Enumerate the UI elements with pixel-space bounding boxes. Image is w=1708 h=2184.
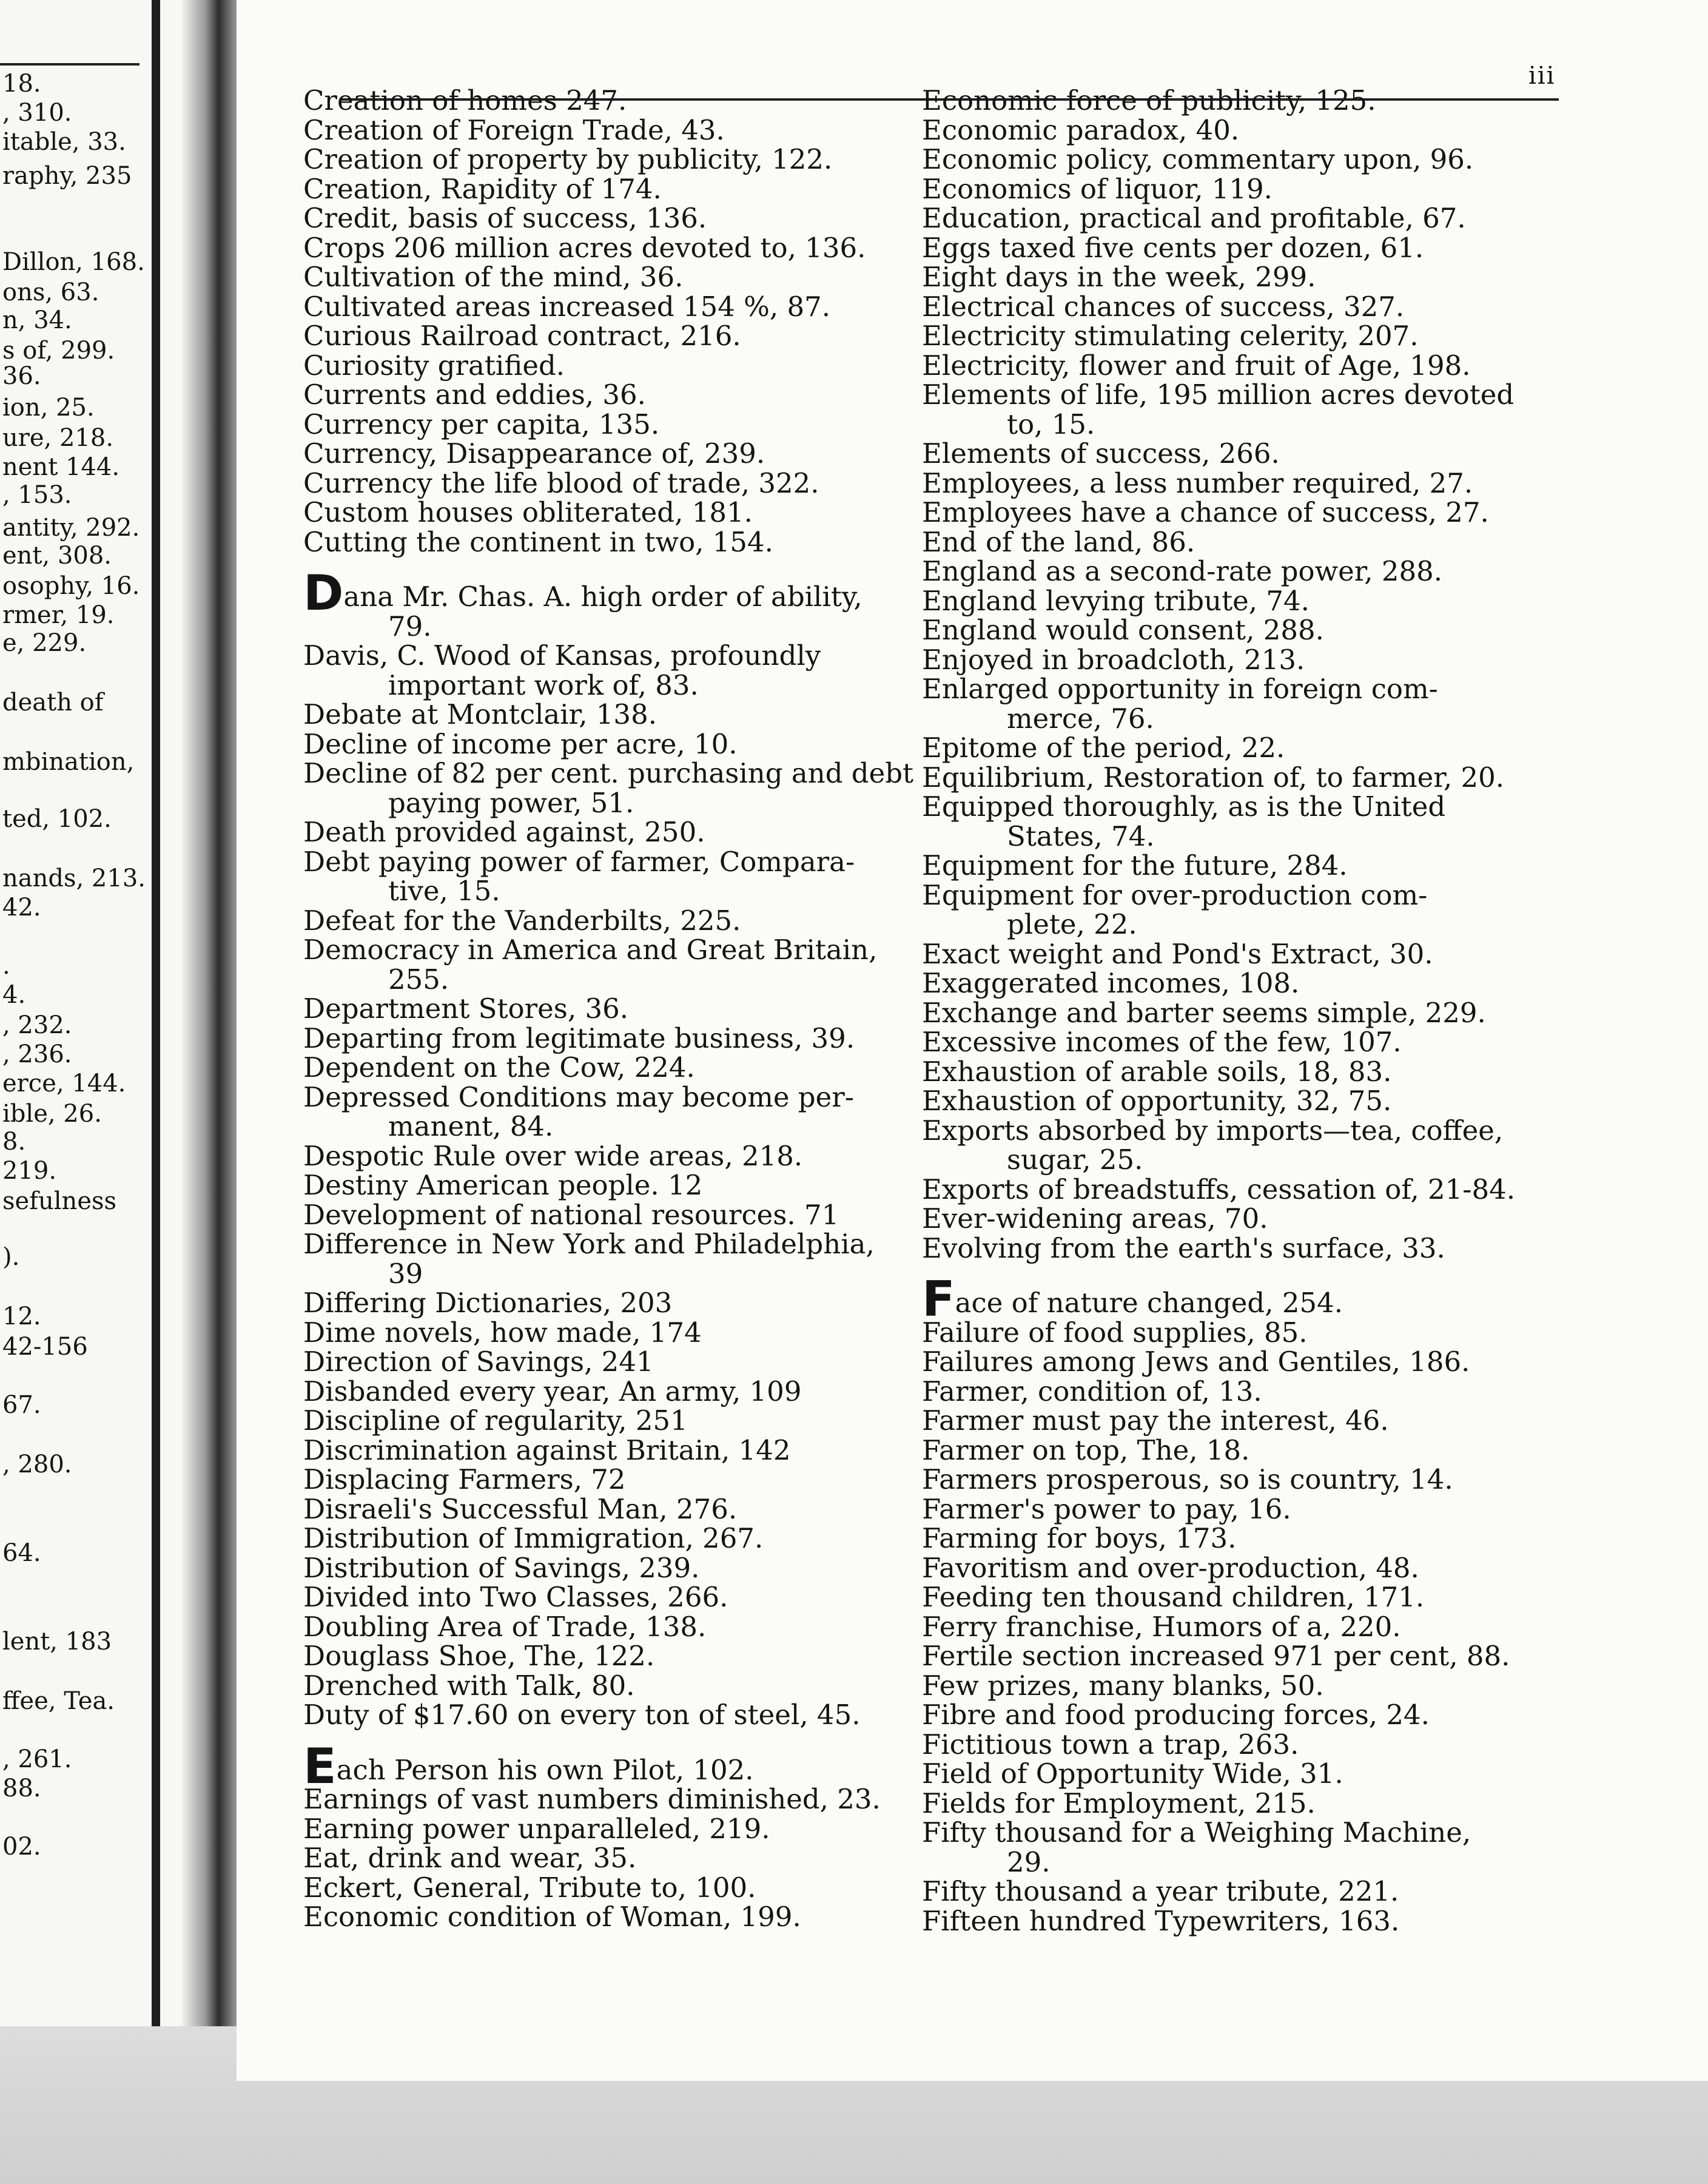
index-entry-text: Destiny American people. 12 — [303, 1169, 703, 1201]
index-entry — [922, 1465, 1547, 1495]
index-entry — [303, 1230, 916, 1289]
index-entry-text: England would consent, 288. — [922, 614, 1324, 646]
index-entry — [922, 351, 1547, 381]
index-entry — [922, 1271, 1547, 1327]
index-entry — [922, 1642, 1547, 1671]
left-fragment-line: 36. — [2, 362, 41, 390]
left-fragment-line: 42. — [2, 894, 41, 922]
left-fragment-line: ure, 218. — [2, 424, 114, 452]
index-entry-text: Democracy in America and Great Britain, — [303, 934, 878, 966]
index-entry — [922, 1551, 1547, 1584]
index-entry — [303, 935, 916, 994]
left-fragment-line: lent, 183 — [2, 1628, 112, 1656]
index-entry-text: Development of national resources. 71 — [303, 1198, 839, 1231]
left-fragment-line: s of, 299. — [2, 337, 115, 365]
index-entry — [922, 498, 1547, 528]
letter-section-gap — [303, 557, 916, 581]
index-entry-text: Cultivated areas increased 154 %, 87. — [303, 290, 831, 323]
index-entry-text: Economics of liquor, 119. — [922, 172, 1273, 205]
index-column-right — [922, 86, 1547, 1936]
index-entry — [303, 1436, 916, 1466]
index-entry — [922, 1318, 1547, 1348]
index-entry-text: Electrical chances of success, 327. — [922, 290, 1405, 323]
index-entry-text: Favoritism and over-production, 48. — [922, 1551, 1419, 1584]
index-entry-text: Departing from legitimate business, 39. — [303, 1022, 855, 1054]
index-entry — [303, 292, 916, 322]
page-number: iii — [1528, 62, 1556, 90]
index-entry-text: Dime novels, how made, 174 — [303, 1316, 702, 1349]
left-fragment-line: , 280. — [2, 1451, 72, 1478]
index-entry-text: Farmer, condition of, 13. — [922, 1375, 1262, 1407]
left-fragment-line: itable, 33. — [2, 128, 126, 156]
index-entry — [922, 1759, 1547, 1789]
index-entry — [303, 1671, 916, 1701]
left-fragment-line: raphy, 235 — [2, 162, 132, 190]
index-entry — [922, 204, 1547, 234]
index-entry — [303, 1524, 916, 1554]
letter-section-gap — [922, 1263, 1547, 1287]
left-fragment-line: 12. — [2, 1303, 41, 1330]
index-entry-text: Earning power unparalleled, 219. — [303, 1812, 770, 1845]
index-entry — [922, 231, 1547, 264]
index-entry — [922, 878, 1547, 940]
index-entry-text: Divided into Two Classes, 266. — [303, 1581, 728, 1613]
index-entry — [922, 292, 1547, 322]
index-entry — [922, 1904, 1547, 1937]
index-entry — [303, 204, 916, 234]
index-entry — [303, 1377, 916, 1407]
left-fragment-line: 02. — [2, 1833, 41, 1861]
index-entry-text: Fifty thousand for a Weighing Machine, — [922, 1816, 1471, 1849]
index-entry-text: Debate at Montclair, 138. — [303, 698, 657, 730]
index-entry — [303, 1610, 916, 1643]
gutter-edge — [152, 0, 160, 2026]
index-entry-continuation: merce, 76. — [1007, 702, 1154, 735]
left-fragment-line: 4. — [2, 981, 26, 1009]
index-entry — [922, 1700, 1547, 1730]
left-fragment-line: 67. — [2, 1391, 41, 1419]
index-entry — [303, 1171, 916, 1201]
index-entry — [303, 1700, 916, 1730]
index-entry — [922, 439, 1547, 469]
index-entry — [303, 1347, 916, 1377]
index-entry — [303, 231, 916, 264]
left-fragment-line: ted, 102. — [2, 805, 112, 833]
index-entry-continuation: tive, 15. — [388, 875, 500, 907]
index-entry — [303, 1139, 916, 1172]
left-fragment-line: nands, 213. — [2, 864, 146, 892]
index-entry — [303, 818, 916, 848]
index-entry — [303, 1406, 916, 1436]
left-fragment-line: e, 229. — [2, 629, 87, 657]
index-entry-text: Debt paying power of farmer, Compara- — [303, 845, 855, 878]
left-fragment-line: nent 144. — [2, 453, 120, 481]
left-fragment-line: rmer, 19. — [2, 601, 115, 629]
index-entry-text: Fifty thousand a year tribute, 221. — [922, 1875, 1399, 1907]
index-entry — [303, 1080, 916, 1142]
index-entry — [922, 525, 1547, 558]
index-entry-continuation: plete, 22. — [1007, 908, 1137, 940]
index-entry-text: Employees have a chance of success, 27. — [922, 496, 1489, 528]
index-entry — [303, 113, 916, 146]
index-entry — [922, 1818, 1547, 1877]
index-entry — [303, 1737, 916, 1795]
left-fragment-line: , 261. — [2, 1745, 72, 1773]
index-entry — [922, 1377, 1547, 1407]
index-entry-text: Exact weight and Pond's Extract, 30. — [922, 937, 1433, 970]
index-entry — [922, 584, 1547, 617]
index-entry-text: Creation of property by publicity, 122. — [303, 143, 833, 175]
index-entry — [303, 1551, 916, 1584]
index-entry — [303, 1583, 916, 1613]
index-entry — [922, 557, 1547, 587]
index-entry-text: Creation of Foreign Trade, 43. — [303, 113, 725, 146]
index-entry — [303, 845, 916, 907]
index-entry-text: Doubling Area of Trade, 138. — [303, 1610, 707, 1643]
index-entry — [922, 1583, 1547, 1613]
index-entry-text: Farmer on top, The, 18. — [922, 1434, 1250, 1466]
index-entry — [922, 1028, 1547, 1057]
index-entry — [303, 565, 916, 642]
index-entry-text: Differing Dictionaries, 203 — [303, 1287, 673, 1319]
index-entry — [922, 172, 1547, 205]
index-entry-text: Exaggerated incomes, 108. — [922, 967, 1300, 999]
left-fragment-line: ). — [2, 1243, 20, 1271]
index-entry-text: Farmers prosperous, so is country, 14. — [922, 1463, 1453, 1495]
index-entry — [922, 1610, 1547, 1643]
index-entry-text: Ever-widening areas, 70. — [922, 1202, 1268, 1235]
index-entry-text: Decline of 82 per cent. purchasing and debt — [303, 757, 914, 789]
index-entry-continuation: sugar, 25. — [1007, 1144, 1143, 1176]
index-entry-text: Death provided against, 250. — [303, 816, 705, 848]
index-entry-continuation: 39 — [388, 1257, 423, 1290]
index-entry — [922, 763, 1547, 793]
index-entry-text: Decline of income per acre, 10. — [303, 727, 738, 760]
index-entry-continuation: manent, 84. — [388, 1110, 554, 1142]
index-entry-text: Department Stores, 36. — [303, 993, 629, 1025]
index-entry — [303, 1492, 916, 1525]
index-entry — [303, 1198, 916, 1231]
letter-section-gap — [303, 1730, 916, 1754]
index-entry — [303, 1873, 916, 1903]
index-entry-text: England levying tribute, 74. — [922, 584, 1310, 617]
index-entry-text: Currents and eddies, 36. — [303, 379, 646, 411]
index-entry — [922, 1671, 1547, 1701]
left-fragment-line: ion, 25. — [2, 394, 95, 422]
index-entry — [303, 86, 916, 116]
index-entry — [922, 1057, 1547, 1087]
index-entry-text: Fifteen hundred Typewriters, 163. — [922, 1904, 1400, 1937]
left-fragment-line: , 153. — [2, 481, 72, 509]
index-entry-text: Currency the life blood of trade, 322. — [303, 467, 819, 499]
index-entry-text: Economic policy, commentary upon, 96. — [922, 143, 1474, 175]
index-column-left — [303, 86, 916, 1932]
index-entry-text: Creation, Rapidity of 174. — [303, 172, 662, 205]
index-entry-text: Exports of breadstuffs, cessation of, 21-84. — [922, 1173, 1516, 1205]
index-entry — [922, 1116, 1547, 1175]
index-entry — [922, 86, 1547, 116]
left-fragment-line: sefulness — [2, 1187, 117, 1215]
left-fragment-line: erce, 144. — [2, 1070, 126, 1097]
index-entry — [922, 1436, 1547, 1466]
index-entry-text: Custom houses obliterated, 181. — [303, 496, 753, 528]
left-fragment-line: 18. — [2, 70, 41, 98]
index-entry-text: Equipment for over-production com- — [922, 878, 1428, 911]
index-entry-text: Fertile section increased 971 per cent, 88. — [922, 1640, 1510, 1672]
index-entry-text: Economic condition of Woman, 199. — [303, 1901, 801, 1933]
index-entry — [922, 616, 1547, 645]
index-entry — [303, 1465, 916, 1495]
index-entry — [303, 380, 916, 410]
index-entry — [303, 1844, 916, 1873]
index-entry — [303, 172, 916, 205]
index-entry — [303, 906, 916, 936]
index-entry-text: Economic force of publicity, 125. — [922, 84, 1376, 116]
index-entry-text: Fibre and food producing forces, 24. — [922, 1699, 1430, 1731]
index-entry-text: Field of Opportunity Wide, 31. — [922, 1758, 1343, 1790]
index-entry-continuation: paying power, 51. — [388, 786, 634, 819]
index-entry-text: Eat, drink and wear, 35. — [303, 1842, 637, 1874]
index-entry — [303, 641, 916, 700]
left-fragment-line: ons, 63. — [2, 278, 99, 306]
index-entry — [922, 322, 1547, 351]
index-entry-text: Equilibrium, Restoration of, to farmer, 20. — [922, 761, 1505, 794]
index-entry-text: Drenched with Talk, 80. — [303, 1669, 635, 1702]
index-entry — [303, 1642, 916, 1671]
index-entry-text: Despotic Rule over wide areas, 218. — [303, 1139, 803, 1172]
index-entry-text: England as a second-rate power, 288. — [922, 555, 1443, 587]
index-entry — [922, 733, 1547, 763]
index-entry-text: Electricity, flower and fruit of Age, 198. — [922, 349, 1471, 382]
index-entry-text: Depressed Conditions may become per- — [303, 1080, 854, 1113]
index-entry — [303, 1903, 916, 1932]
index-entry-text: Elements of life, 195 million acres devoted — [922, 379, 1515, 411]
index-entry-text: Few prizes, many blanks, 50. — [922, 1669, 1324, 1702]
index-entry-continuation: to, 15. — [1007, 408, 1095, 440]
index-entry-text: Currency, Disappearance of, 239. — [303, 437, 765, 470]
index-entry — [922, 792, 1547, 851]
left-fragment-line: , 236. — [2, 1040, 72, 1068]
left-page-rule — [0, 63, 140, 66]
left-fragment-line: death of — [2, 689, 104, 716]
index-entry — [922, 645, 1547, 675]
index-entry-text: Creation of homes 247. — [303, 84, 627, 116]
index-entry — [922, 1877, 1547, 1907]
left-fragment-line: Dillon, 168. — [2, 248, 145, 276]
index-entry-text: Curious Railroad contract, 216. — [303, 320, 741, 352]
index-entry — [922, 1789, 1547, 1819]
index-entry-text: Davis, C. Wood of Kansas, profoundly — [303, 639, 821, 672]
index-entry — [303, 351, 916, 381]
index-entry-text: Elements of success, 266. — [922, 437, 1280, 470]
index-entry — [922, 937, 1547, 970]
index-entry-continuation: States, 74. — [1007, 820, 1155, 852]
index-entry — [303, 498, 916, 528]
index-entry — [922, 469, 1547, 499]
index-entry — [922, 996, 1547, 1029]
index-entry — [922, 1524, 1547, 1554]
index-entry-text: Fields for Employment, 215. — [922, 1787, 1316, 1819]
index-entry — [922, 1087, 1547, 1116]
index-entry — [303, 525, 916, 558]
index-entry-text: Earnings of vast numbers diminished, 23. — [303, 1783, 881, 1815]
index-entry-text: Credit, basis of success, 136. — [303, 202, 707, 234]
index-entry — [922, 113, 1547, 146]
index-entry-text: Displacing Farmers, 72 — [303, 1463, 626, 1495]
index-entry-text: ana Mr. Chas. A. high order of ability, — [343, 581, 862, 613]
index-entry-text: Eight days in the week, 299. — [922, 261, 1316, 293]
index-entry-text: Evolving from the earth's surface, 33. — [922, 1232, 1445, 1264]
index-entry-text: Curiosity gratified. — [303, 349, 565, 382]
index-entry-text: Cultivation of the mind, 36. — [303, 261, 684, 293]
index-entry-text: Cutting the continent in two, 154. — [303, 525, 773, 558]
index-entry-text: Enlarged opportunity in foreign com- — [922, 673, 1438, 705]
left-fragment-line: ible, 26. — [2, 1100, 102, 1128]
index-entry-text: Distribution of Savings, 239. — [303, 1551, 700, 1584]
index-entry-text: Duty of $17.60 on every ton of steel, 45. — [303, 1699, 861, 1731]
left-fragment-line: osophy, 16. — [2, 572, 140, 600]
index-entry — [922, 145, 1547, 175]
index-entry — [303, 410, 916, 440]
index-entry — [922, 1175, 1547, 1205]
index-entry-text: Direction of Savings, 241 — [303, 1346, 654, 1378]
index-entry-text: Distribution of Immigration, 267. — [303, 1522, 764, 1554]
index-entry — [303, 727, 916, 760]
index-entry — [303, 1053, 916, 1083]
index-entry-text: Disraeli's Successful Man, 276. — [303, 1492, 738, 1525]
index-entry-text: Difference in New York and Philadelphia, — [303, 1228, 875, 1260]
index-entry — [922, 263, 1547, 292]
index-entry — [303, 1289, 916, 1318]
index-entry-text: Equipped thoroughly, as is the United — [922, 790, 1446, 823]
index-entry-text: Exhaustion of arable soils, 18, 83. — [922, 1055, 1392, 1088]
left-fragment-line: antity, 292. — [2, 514, 140, 542]
left-fragment-line: 219. — [2, 1157, 57, 1185]
index-entry — [922, 1730, 1547, 1760]
section-initial: E — [303, 1737, 337, 1795]
index-entry-text: ace of nature changed, 254. — [955, 1287, 1343, 1319]
index-entry — [922, 1347, 1547, 1377]
index-entry — [922, 1204, 1547, 1234]
index-entry-continuation: 79. — [388, 610, 432, 642]
index-entry-text: Defeat for the Vanderbilts, 225. — [303, 904, 741, 937]
index-entry-continuation: important work of, 83. — [388, 669, 699, 701]
index-entry — [922, 1234, 1547, 1264]
index-entry-text: Excessive incomes of the few, 107. — [922, 1026, 1402, 1058]
index-entry — [303, 145, 916, 175]
left-fragment-line: ffee, Tea. — [2, 1687, 115, 1715]
index-entry — [303, 263, 916, 292]
index-entry-text: Discipline of regularity, 251 — [303, 1404, 688, 1437]
index-entry-text: Currency per capita, 135. — [303, 408, 660, 440]
index-entry-text: Discrimination against Britain, 142 — [303, 1434, 791, 1466]
section-initial: F — [922, 1271, 955, 1327]
index-entry-text: Farming for boys, 173. — [922, 1522, 1237, 1554]
index-entry-continuation: 29. — [1007, 1845, 1051, 1878]
index-entry-text: Economic paradox, 40. — [922, 113, 1240, 146]
index-entry — [303, 1024, 916, 1054]
left-fragment-line: 8. — [2, 1128, 26, 1156]
index-entry-text: End of the land, 86. — [922, 525, 1195, 558]
left-fragment-line: ent, 308. — [2, 542, 112, 570]
index-entry-text: Epitome of the period, 22. — [922, 732, 1285, 764]
left-fragment-line: 88. — [2, 1774, 41, 1802]
index-entry-text: ach Person his own Pilot, 102. — [336, 1753, 754, 1786]
left-fragment-line: 42-156 — [2, 1333, 88, 1361]
index-entry — [922, 1406, 1547, 1436]
index-entry-text: Farmer must pay the interest, 46. — [922, 1404, 1389, 1437]
index-entry-text: Electricity stimulating celerity, 207. — [922, 320, 1419, 352]
index-entry-text: Eckert, General, Tribute to, 100. — [303, 1871, 756, 1904]
index-entry — [303, 469, 916, 499]
index-entry-text: Ferry franchise, Humors of a, 220. — [922, 1610, 1401, 1643]
index-entry — [922, 380, 1547, 439]
index-entry — [922, 851, 1547, 881]
index-entry-text: Feeding ten thousand children, 171. — [922, 1581, 1425, 1613]
index-entry-text: Education, practical and profitable, 67. — [922, 202, 1466, 234]
index-entry — [922, 1492, 1547, 1525]
index-entry — [922, 969, 1547, 999]
index-entry — [303, 439, 916, 469]
index-entry-text: Dependent on the Cow, 224. — [303, 1051, 695, 1084]
index-entry — [303, 1812, 916, 1845]
left-fragment-line: . — [2, 952, 10, 980]
index-entry-text: Fictitious town a trap, 263. — [922, 1728, 1299, 1761]
index-entry — [303, 994, 916, 1024]
index-entry-text: Douglass Shoe, The, 122. — [303, 1640, 655, 1672]
index-entry-continuation: 255. — [388, 963, 449, 996]
index-entry — [303, 322, 916, 351]
section-initial: D — [303, 565, 344, 621]
index-entry-text: Farmer's power to pay, 16. — [922, 1492, 1291, 1525]
index-entry-text: Exchange and barter seems simple, 229. — [922, 996, 1486, 1029]
index-entry-text: Failures among Jews and Gentiles, 186. — [922, 1346, 1470, 1378]
left-fragment-line: 64. — [2, 1539, 41, 1567]
index-entry-text: Enjoyed in broadcloth, 213. — [922, 643, 1305, 676]
index-entry-text: Failure of food supplies, 85. — [922, 1316, 1308, 1349]
index-entry-text: Crops 206 million acres devoted to, 136. — [303, 231, 866, 264]
index-entry — [303, 1318, 916, 1348]
index-entry — [922, 675, 1547, 733]
index-entry-text: Equipment for the future, 284. — [922, 849, 1348, 881]
index-entry-text: Exhaustion of opportunity, 32, 75. — [922, 1085, 1392, 1117]
left-fragment-line: , 310. — [2, 99, 72, 127]
index-entry-text: Employees, a less number required, 27. — [922, 467, 1473, 499]
index-entry-text: Disbanded every year, An army, 109 — [303, 1375, 802, 1407]
index-entry — [303, 700, 916, 730]
index-entry-text: Exports absorbed by imports—tea, coffee, — [922, 1114, 1504, 1147]
left-fragment-line: n, 34. — [2, 306, 72, 334]
left-fragment-line: mbination, — [2, 748, 135, 776]
left-fragment-line: , 232. — [2, 1011, 72, 1039]
index-entry-text: Eggs taxed five cents per dozen, 61. — [922, 231, 1424, 264]
index-entry — [303, 759, 916, 818]
index-entry — [303, 1785, 916, 1815]
